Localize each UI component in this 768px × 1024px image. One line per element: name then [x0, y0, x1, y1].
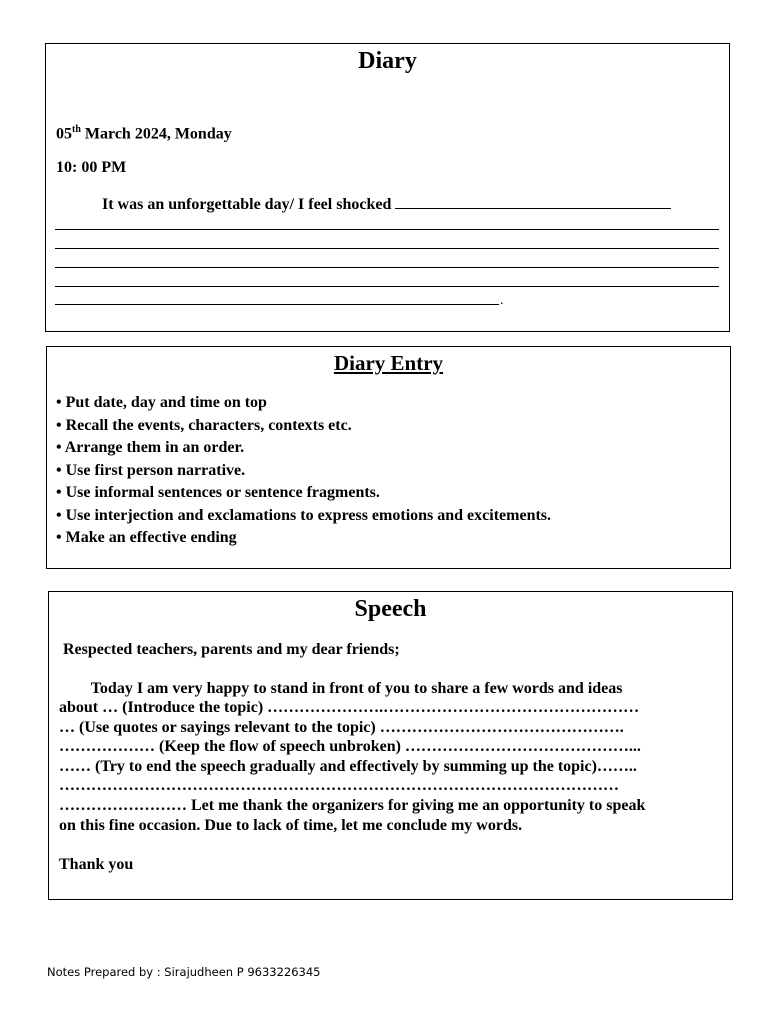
speech-line: … (Use quotes or sayings relevant to the topic) ……………………………………….	[59, 719, 624, 736]
list-item: • Use interjection and exclamations to express emotions and excitements.	[56, 506, 552, 524]
blank-line	[55, 267, 719, 268]
blank-line	[395, 193, 671, 209]
list-item: • Make an effective ending	[56, 529, 237, 546]
speech-greeting: Respected teachers, parents and my dear friends;	[63, 641, 400, 658]
blank-line	[55, 304, 499, 305]
diary-date: 05th March 2024, Monday	[56, 124, 232, 143]
diary-entry-title: Diary Entry	[333, 351, 444, 375]
list-item: • Arrange them in an order.	[56, 439, 245, 456]
speech-line: …… (Try to end the speech gradually and effectively by summing up the topic)……..	[59, 758, 637, 775]
speech-line: about … (Introduce the topic) ………………….…………………………………………	[59, 699, 640, 716]
end-mark: .	[500, 293, 504, 308]
diary-title: Diary	[358, 48, 417, 74]
blank-line	[55, 286, 719, 287]
list-item: • Use informal sentences or sentence fragments.	[56, 484, 380, 501]
blank-line	[55, 229, 719, 230]
blank-line	[55, 248, 719, 249]
speech-line: ……………… (Keep the flow of speech unbroken) ……………………………………...	[59, 738, 641, 755]
diary-entry-box	[46, 346, 731, 569]
list-item: • Put date, day and time on top	[56, 394, 267, 411]
speech-line: …………………… Let me thank the organizers for giving me an opportunity to speak	[59, 797, 646, 814]
diary-opening-line: It was an unforgettable day/ I feel shocked	[102, 193, 671, 214]
diary-time: 10: 00 PM	[56, 159, 127, 176]
speech-line: on this fine occasion. Due to lack of time, let me conclude my words.	[59, 817, 523, 834]
speech-line: Today I am very happy to stand in front of you to share a few words and ideas	[59, 680, 623, 697]
speech-box	[48, 591, 733, 900]
footer-note: Notes Prepared by : Sirajudheen P 9633226345	[47, 965, 321, 979]
diary-box	[45, 43, 730, 332]
speech-title: Speech	[354, 596, 427, 622]
speech-line: ……………………………………………………………………………………………	[59, 777, 619, 794]
list-item: • Use first person narrative.	[56, 461, 246, 479]
speech-closing: Thank you	[59, 856, 134, 873]
diary-entry-list	[56, 392, 551, 550]
list-item: • Recall the events, characters, contexts etc.	[56, 416, 352, 434]
